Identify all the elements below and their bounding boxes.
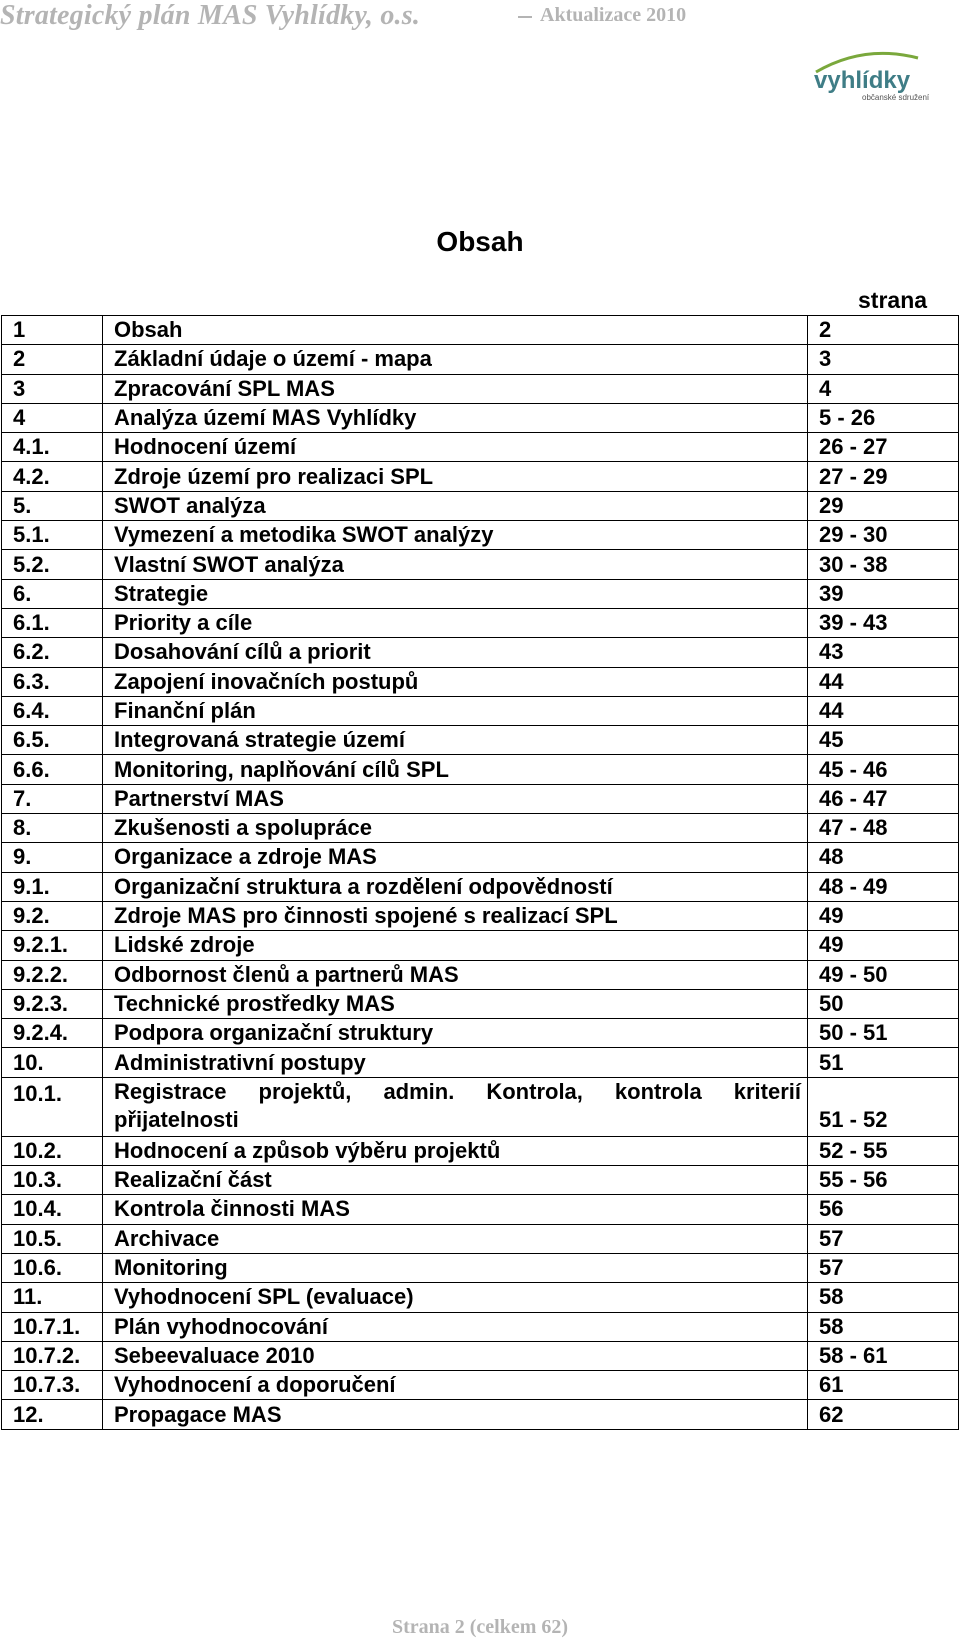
toc-number: 10.5. <box>2 1224 103 1253</box>
toc-number: 10.3. <box>2 1166 103 1195</box>
toc-title: Administrativní postupy <box>103 1048 808 1077</box>
toc-body <box>2 316 959 1430</box>
toc-title: Dosahování cílů a priorit <box>103 638 808 667</box>
toc-row <box>2 872 959 901</box>
toc-pages: 50 - 51 <box>808 1019 959 1048</box>
toc-row <box>2 1253 959 1282</box>
toc-number: 9.2.1. <box>2 931 103 960</box>
toc-title: Zdroje MAS pro činnosti spojené s realizací SPL <box>103 901 808 930</box>
toc-row <box>2 960 959 989</box>
toc-pages: 56 <box>808 1195 959 1224</box>
toc-pages: 48 - 49 <box>808 872 959 901</box>
toc-pages: 29 <box>808 491 959 520</box>
header-dash <box>518 16 532 18</box>
toc-number: 8. <box>2 814 103 843</box>
toc-row <box>2 1400 959 1429</box>
logo-name: vyhlídky <box>814 67 911 94</box>
toc-row <box>2 316 959 345</box>
toc-row <box>2 579 959 608</box>
toc-row <box>2 931 959 960</box>
toc-pages: 29 - 30 <box>808 521 959 550</box>
toc-pages: 30 - 38 <box>808 550 959 579</box>
vyhlidky-logo <box>806 46 936 106</box>
toc-title: Vyhodnocení SPL (evaluace) <box>103 1283 808 1312</box>
toc-title: Základní údaje o území - mapa <box>103 345 808 374</box>
toc-row <box>2 1312 959 1341</box>
toc-number: 5.1. <box>2 521 103 550</box>
toc-number: 10.1. <box>2 1077 103 1136</box>
toc-pages: 49 <box>808 901 959 930</box>
toc-pages: 62 <box>808 1400 959 1429</box>
toc-number: 6.1. <box>2 608 103 637</box>
toc-pages: 5 - 26 <box>808 403 959 432</box>
toc-number: 4.1. <box>2 433 103 462</box>
toc-row <box>2 667 959 696</box>
page-footer: Strana 2 (celkem 62) <box>391 1616 569 1638</box>
toc-title: Analýza území MAS Vyhlídky <box>103 403 808 432</box>
toc-title: Archivace <box>103 1224 808 1253</box>
toc-title: Vlastní SWOT analýza <box>103 550 808 579</box>
logo-subtitle: občanské sdružení <box>862 93 930 102</box>
toc-pages: 57 <box>808 1253 959 1282</box>
toc-pages: 2 <box>808 316 959 345</box>
toc-title: Vymezení a metodika SWOT analýzy <box>103 521 808 550</box>
toc-number: 11. <box>2 1283 103 1312</box>
toc-number: 9.2.2. <box>2 960 103 989</box>
toc-pages: 39 <box>808 579 959 608</box>
toc-number: 6.3. <box>2 667 103 696</box>
toc-title: Podpora organizační struktury <box>103 1019 808 1048</box>
toc-row <box>2 784 959 813</box>
toc-number: 9. <box>2 843 103 872</box>
toc-title: Sebeevaluace 2010 <box>103 1341 808 1370</box>
toc-pages: 39 - 43 <box>808 608 959 637</box>
toc-title: Vyhodnocení a doporučení <box>103 1371 808 1400</box>
toc-row <box>2 1371 959 1400</box>
toc-row <box>2 1283 959 1312</box>
toc-pages: 43 <box>808 638 959 667</box>
toc-number: 6.5. <box>2 726 103 755</box>
toc-pages: 52 - 55 <box>808 1136 959 1165</box>
toc-row <box>2 1341 959 1370</box>
toc-title: Organizační struktura a rozdělení odpovědností <box>103 872 808 901</box>
page-header <box>0 0 960 40</box>
toc-row <box>2 814 959 843</box>
toc-title: Zapojení inovačních postupů <box>103 667 808 696</box>
toc-title: Hodnocení a způsob výběru projektů <box>103 1136 808 1165</box>
toc-pages: 44 <box>808 696 959 725</box>
toc-title: Realizační část <box>103 1166 808 1195</box>
toc-title: Hodnocení území <box>103 433 808 462</box>
toc-row <box>2 989 959 1018</box>
toc-number: 6.2. <box>2 638 103 667</box>
toc-title: Plán vyhodnocování <box>103 1312 808 1341</box>
toc-pages: 45 <box>808 726 959 755</box>
toc-number: 6. <box>2 579 103 608</box>
toc-title: Monitoring, naplňování cílů SPL <box>103 755 808 784</box>
toc-row <box>2 1077 959 1136</box>
toc-pages: 58 - 61 <box>808 1341 959 1370</box>
toc-title: Technické prostředky MAS <box>103 989 808 1018</box>
toc-number: 4 <box>2 403 103 432</box>
page-heading: Obsah <box>436 226 524 257</box>
toc-title: Propagace MAS <box>103 1400 808 1429</box>
toc-number: 9.2.4. <box>2 1019 103 1048</box>
toc-row <box>2 403 959 432</box>
toc-title: Priority a cíle <box>103 608 808 637</box>
toc-pages: 4 <box>808 374 959 403</box>
toc-row <box>2 843 959 872</box>
toc-title: Partnerství MAS <box>103 784 808 813</box>
toc-pages: 51 <box>808 1048 959 1077</box>
toc-pages: 61 <box>808 1371 959 1400</box>
toc-pages: 51 - 52 <box>808 1077 959 1136</box>
toc-number: 10.7.3. <box>2 1371 103 1400</box>
toc-row <box>2 1136 959 1165</box>
toc-row <box>2 433 959 462</box>
toc-title: Monitoring <box>103 1253 808 1282</box>
document-title: Strategický plán MAS Vyhlídky, o.s. <box>0 0 421 31</box>
toc-row <box>2 1019 959 1048</box>
toc-row <box>2 1224 959 1253</box>
toc-number: 2 <box>2 345 103 374</box>
toc-number: 4.2. <box>2 462 103 491</box>
toc-title: SWOT analýza <box>103 491 808 520</box>
toc-row <box>2 608 959 637</box>
toc-number: 5.2. <box>2 550 103 579</box>
toc-pages: 49 - 50 <box>808 960 959 989</box>
toc-row <box>2 374 959 403</box>
toc-row <box>2 462 959 491</box>
toc-number: 9.1. <box>2 872 103 901</box>
toc-number: 10.7.2. <box>2 1341 103 1370</box>
toc-number: 10.4. <box>2 1195 103 1224</box>
toc-number: 10. <box>2 1048 103 1077</box>
toc-title: Zkušenosti a spolupráce <box>103 814 808 843</box>
toc-title: Zdroje území pro realizaci SPL <box>103 462 808 491</box>
toc-number: 10.7.1. <box>2 1312 103 1341</box>
toc-pages: 26 - 27 <box>808 433 959 462</box>
toc-number: 10.2. <box>2 1136 103 1165</box>
toc-pages: 48 <box>808 843 959 872</box>
page-column-label: strana <box>858 287 928 313</box>
toc-row <box>2 696 959 725</box>
table-of-contents <box>1 315 959 1430</box>
toc-row <box>2 1195 959 1224</box>
toc-row <box>2 755 959 784</box>
toc-number: 9.2. <box>2 901 103 930</box>
toc-number: 12. <box>2 1400 103 1429</box>
toc-pages: 50 <box>808 989 959 1018</box>
toc-pages: 27 - 29 <box>808 462 959 491</box>
toc-number: 6.4. <box>2 696 103 725</box>
toc-title: Registrace projektů, admin. Kontrola, kontrola kriterií přijatelnosti <box>103 1077 808 1136</box>
toc-pages: 49 <box>808 931 959 960</box>
toc-number: 10.6. <box>2 1253 103 1282</box>
toc-number: 5. <box>2 491 103 520</box>
update-label: Aktualizace 2010 <box>540 4 687 26</box>
toc-row <box>2 491 959 520</box>
toc-title: Integrovaná strategie území <box>103 726 808 755</box>
toc-pages: 58 <box>808 1283 959 1312</box>
toc-number: 3 <box>2 374 103 403</box>
toc-number: 7. <box>2 784 103 813</box>
toc-title: Finanční plán <box>103 696 808 725</box>
toc-pages: 47 - 48 <box>808 814 959 843</box>
toc-pages: 46 - 47 <box>808 784 959 813</box>
toc-title: Organizace a zdroje MAS <box>103 843 808 872</box>
toc-pages: 44 <box>808 667 959 696</box>
toc-pages: 3 <box>808 345 959 374</box>
toc-row <box>2 550 959 579</box>
toc-row <box>2 521 959 550</box>
toc-row <box>2 901 959 930</box>
toc-number: 6.6. <box>2 755 103 784</box>
toc-title: Lidské zdroje <box>103 931 808 960</box>
toc-title: Zpracování SPL MAS <box>103 374 808 403</box>
toc-number: 1 <box>2 316 103 345</box>
toc-row <box>2 638 959 667</box>
toc-row <box>2 1166 959 1195</box>
toc-pages: 58 <box>808 1312 959 1341</box>
toc-pages: 45 - 46 <box>808 755 959 784</box>
toc-row <box>2 345 959 374</box>
toc-title: Kontrola činnosti MAS <box>103 1195 808 1224</box>
toc-number: 9.2.3. <box>2 989 103 1018</box>
toc-title: Odbornost členů a partnerů MAS <box>103 960 808 989</box>
toc-title: Strategie <box>103 579 808 608</box>
toc-pages: 57 <box>808 1224 959 1253</box>
toc-pages: 55 - 56 <box>808 1166 959 1195</box>
toc-title: Obsah <box>103 316 808 345</box>
toc-row <box>2 1048 959 1077</box>
toc-row <box>2 726 959 755</box>
